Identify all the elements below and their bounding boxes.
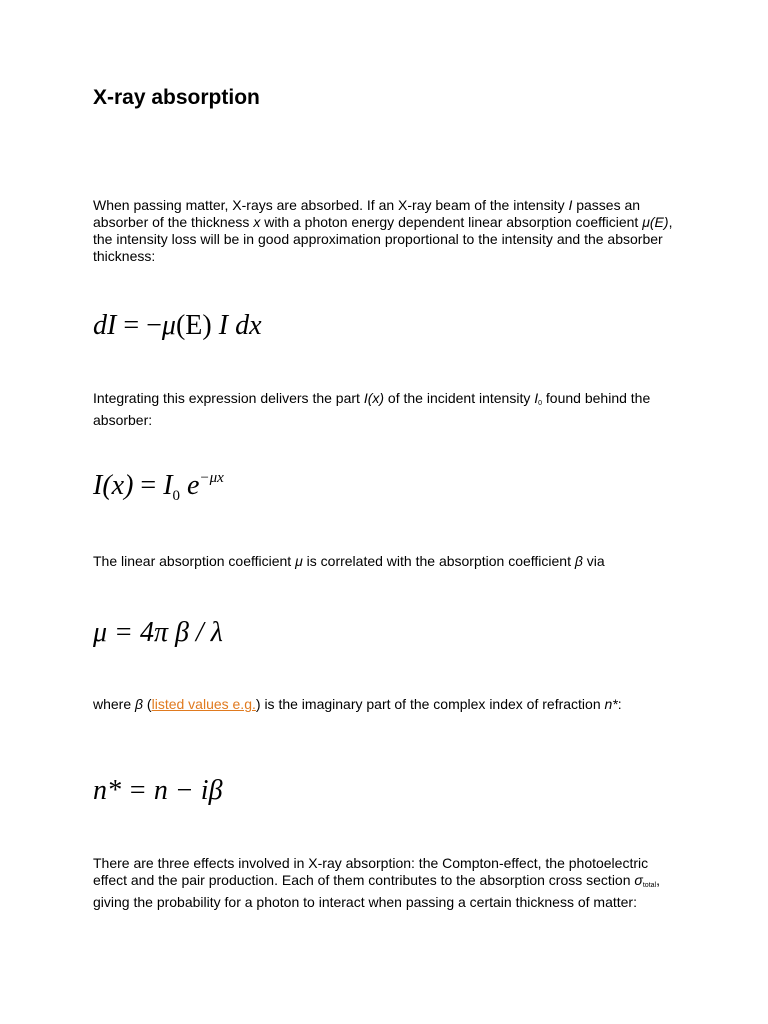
text: Integrating this expression delivers the part bbox=[93, 390, 364, 406]
eq-part: I bbox=[163, 470, 173, 501]
listed-values-link[interactable]: listed values e.g. bbox=[151, 696, 256, 712]
equation-mu-beta: μ = 4π β / λ bbox=[93, 617, 223, 648]
symbol-mu: μ bbox=[295, 553, 303, 569]
eq-part: dx bbox=[235, 310, 262, 341]
symbol-mu-e: μ(E) bbox=[642, 214, 669, 230]
symbol-intensity: I bbox=[568, 197, 573, 213]
text: , giving the probability for a photon to interact when passing a certain thickness of matter: bbox=[93, 872, 660, 910]
equation-differential bbox=[93, 310, 262, 342]
page-title: X-ray absorption bbox=[93, 86, 260, 109]
symbol-sigma: σ bbox=[634, 872, 643, 888]
eq-part: μ bbox=[161, 310, 176, 341]
symbol-ix: I(x) bbox=[363, 390, 385, 406]
eq-part: = bbox=[133, 470, 164, 501]
equation-refractive-index: n* = n − iβ bbox=[93, 775, 223, 806]
symbol-beta: β bbox=[574, 553, 583, 569]
intro-paragraph bbox=[93, 197, 673, 265]
eq-part: I bbox=[211, 310, 236, 341]
text: When passing matter, X-rays are absorbed. If an X-ray beam of the intensity bbox=[93, 197, 569, 213]
eq-part: (E) bbox=[175, 310, 212, 341]
text: where bbox=[93, 696, 136, 712]
text: : bbox=[617, 696, 622, 712]
effects-paragraph bbox=[93, 855, 673, 911]
subscript: 0 bbox=[538, 400, 543, 407]
integration-paragraph bbox=[93, 390, 673, 429]
refraction-paragraph bbox=[93, 696, 673, 713]
eq-part: dI bbox=[93, 310, 117, 341]
eq-part: = − bbox=[116, 310, 162, 341]
eq-part: 0 bbox=[172, 488, 181, 504]
text: via bbox=[582, 553, 605, 569]
eq-part: I(x) bbox=[93, 470, 134, 501]
eq-part: e bbox=[180, 470, 200, 501]
text: passes an absorber of the thickness bbox=[93, 197, 641, 230]
eq-part: −μx bbox=[199, 470, 224, 486]
text: ( bbox=[143, 696, 152, 712]
text: with a photon energy dependent linear absorption coefficient bbox=[260, 214, 643, 230]
text: is correlated with the absorption coefficient bbox=[302, 553, 575, 569]
coefficient-paragraph bbox=[93, 553, 673, 570]
text: There are three effects involved in X-ray absorption: the Compton-effect, the photoelectric effect and the pair production. Each of them contributes to the absorption cross section bbox=[93, 855, 649, 888]
text: of the incident intensity bbox=[384, 390, 535, 406]
symbol-n-star: n* bbox=[604, 696, 618, 712]
text: ) is the imaginary part of the complex index of refraction bbox=[255, 696, 605, 712]
text: The linear absorption coefficient bbox=[93, 553, 296, 569]
symbol-i0: I bbox=[534, 390, 539, 406]
subscript: total bbox=[642, 882, 657, 889]
symbol-thickness: x bbox=[253, 214, 261, 230]
equation-beer-lambert bbox=[93, 470, 224, 505]
text: found behind the absorber: bbox=[93, 390, 651, 428]
symbol-beta: β bbox=[135, 696, 144, 712]
text: , the intensity loss will be in good approximation proportional to the intensity and the absorber thickness: bbox=[93, 214, 673, 264]
